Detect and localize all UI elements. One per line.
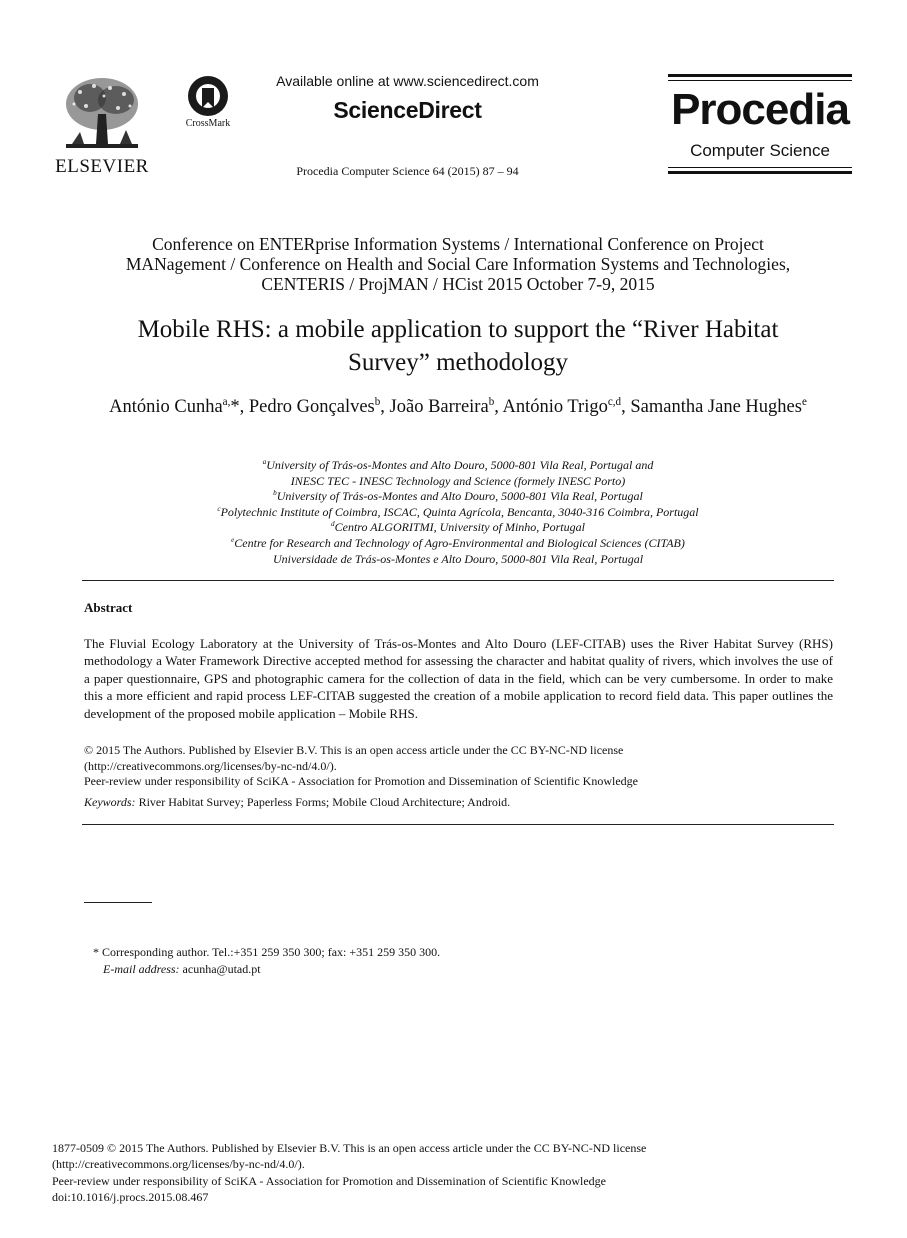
affiliation: $^e$Centre for Research and Technology of Agro-Environmental and Biological Sciences (CITAB) (231, 535, 685, 550)
journal-reference: Procedia Computer Science 64 (2015) 87 – 94 (296, 164, 519, 178)
procedia-subtitle: Computer Science (690, 141, 830, 160)
author-list (80, 396, 836, 419)
elsevier-tree-icon (60, 74, 144, 154)
crossmark-badge[interactable] (180, 74, 236, 134)
footnote-email (93, 961, 693, 978)
affiliation: $^a$University of Trás-os-Montes and Alto Douro, 5000-801 Vila Real, Portugal and (262, 458, 654, 472)
title-line: Survey” methodology (347, 349, 569, 376)
affiliation-list (80, 458, 836, 567)
abstract-heading: Abstract (84, 600, 133, 615)
license-notice (84, 743, 833, 790)
divider-bottom (82, 824, 834, 825)
email-label: E-mail address: (103, 961, 180, 976)
issn-license: 1877-0509 © 2015 The Authors. Published by Elsevier B.V. This is an open access article under the CC BY-NC-ND license (52, 1141, 647, 1155)
license-line: © 2015 The Authors. Published by Elsevier B.V. This is an open access article under the CC BY-NC-ND license (84, 743, 624, 757)
affiliation: INESC TEC - INESC Technology and Science (formely INESC Porto) (290, 473, 626, 488)
conference-line: MANagement / Conference on Health and Social Care Information Systems and Technologies, (125, 254, 791, 274)
author: António Cunha$^{a,}$*, (109, 395, 249, 417)
affiliation: $^d$Centro ALGORITMI, University of Minho, Portugal (331, 520, 585, 535)
procedia-logo (668, 74, 852, 176)
keywords-text: River Habitat Survey; Paperless Forms; Mobile Cloud Architecture; Android. (135, 795, 511, 809)
conference-line: Conference on ENTERprise Information Systems / International Conference on Project (152, 234, 764, 254)
publisher-name: ELSEVIER (55, 156, 149, 177)
conference-line: CENTERIS / ProjMAN / HCist 2015 October 7-9, 2015 (261, 274, 655, 294)
keywords (84, 795, 833, 810)
author: Pedro Gonçalves$^b$, (248, 395, 390, 417)
procedia-top-rule-thin (668, 80, 852, 81)
author: Samantha Jane Hughes$^e$ (630, 395, 807, 417)
license-link[interactable]: (http://creativecommons.org/licenses/by-nc-nd/4.0/). (84, 758, 337, 773)
affiliation: $^c$Polytechnic Institute of Coimbra, ISCAC, Quinta Agrícola, Bencanta, 3040-316 Coimbra, Portugal (217, 504, 699, 519)
author: João Barreira$^b$, (389, 395, 503, 417)
procedia-bottom-rule (668, 171, 852, 174)
bottom-notes (52, 1140, 852, 1205)
crossmark-label: CrossMark (185, 118, 231, 129)
footnote-rule (84, 902, 152, 903)
affiliation: Universidade de Trás-os-Montes e Alto Douro, 5000-801 Vila Real, Portugal (272, 551, 644, 566)
doi[interactable]: doi:10.1016/j.procs.2015.08.467 (52, 1189, 209, 1204)
license-link[interactable]: (http://creativecommons.org/licenses/by-nc-nd/4.0/). (52, 1157, 305, 1172)
keywords-label: Keywords: (84, 795, 136, 809)
sciencedirect-logo: ScienceDirect (333, 97, 482, 123)
author: António Trigo$^{c,d}$, (502, 395, 631, 417)
affiliation: $^b$University of Trás-os-Montes and Alto Douro, 5000-801 Vila Real, Portugal (273, 489, 643, 504)
footnote-contact: * Corresponding author. Tel.:+351 259 350 300; fax: +351 259 350 300. (93, 945, 441, 959)
divider-top (82, 580, 834, 581)
license-line: Peer-review under responsibility of SciKA - Association for Promotion and Dissemination of Scientific Knowledge (84, 774, 638, 788)
procedia-top-rule (668, 74, 852, 77)
corresponding-footnote (93, 944, 693, 977)
crossmark-icon (186, 74, 230, 118)
procedia-word: Procedia (671, 85, 849, 134)
elsevier-logo (52, 74, 152, 178)
conference-info (80, 234, 836, 294)
available-online: Available online at www.sciencedirect.com (276, 73, 539, 89)
procedia-bottom-rule-thin (668, 167, 852, 168)
paper-title (80, 313, 836, 379)
title-line: Mobile RHS: a mobile application to support the “River Habitat (137, 316, 779, 343)
abstract-body: The Fluvial Ecology Laboratory at the University of Trás-os-Montes and Alto Douro (LEF-CITAB) uses the River Habitat Survey (RHS) methodology a Water Framework Directive accepted method for assessing the character and habitat quality of rivers, which involves the use of a paper questionnaire, GPS and photographic camera for the collection of data in the field, which can be very cumbersome. In order to make this a more efficient and rapid process LEF-CITAB suggested the creation of a mobile application to record field data. This paper outlines the development of the proposed mobile application – Mobile RHS. (84, 636, 833, 721)
email-address[interactable]: acunha@utad.pt (179, 961, 261, 976)
peer-review: Peer-review under responsibility of SciKA - Association for Promotion and Dissemination of Scientific Knowledge (52, 1173, 606, 1188)
